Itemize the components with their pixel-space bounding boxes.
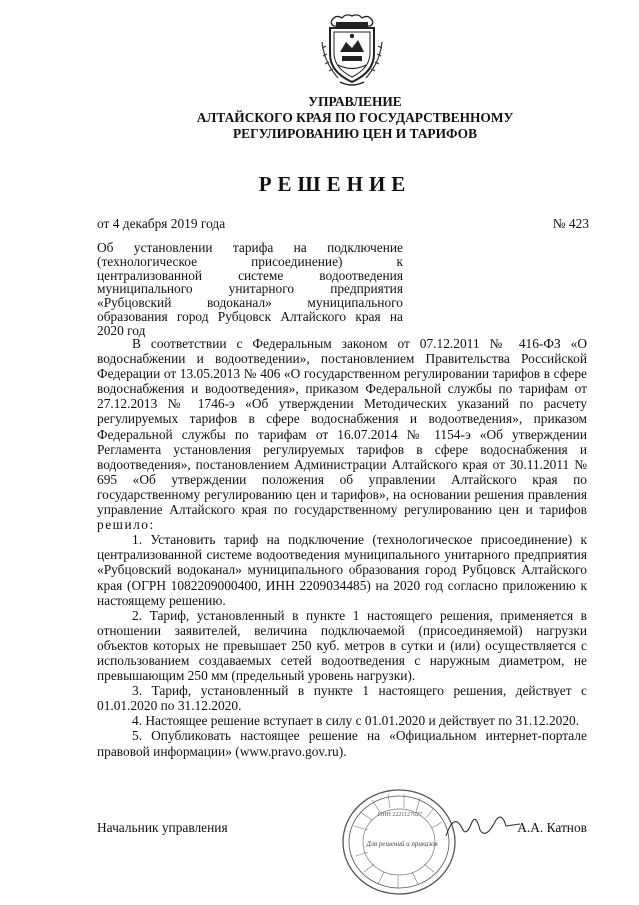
- signer-title: Начальник управления: [97, 820, 228, 835]
- document-subject: Об установлении тарифа на подключение (технологическое присоединение) к централизованной системе водоотведения муниципального унитарного предприятия «Рубцовский водоканал» муниципального образования город Рубцовск Алтайского края на 2020 год: [97, 240, 403, 338]
- seal-label: Для решений и приказов: [366, 840, 438, 848]
- item-2: 2. Тариф, установленный в пункте 1 настоящего решения, применяется в отношении заявителей, величина подключаемой (присоединяемой) нагрузки объектов которых не превышает 250 куб. метров в сутки и (или) осуществляется с использованием создаваемых сетей водоотведения с наружным диаметром, не превышающим 250 мм (предельный уровень нагрузки).: [97, 607, 587, 684]
- preamble-text: В соответствии с Федеральным законом от 07.12.2011 № 416-ФЗ «О водоснабжении и водоотведении», постановлением Правительства Российской Федерации от 13.05.2013 № 406 «О государственном регулировании тарифов в сфере водоснабжения и водоотведения», приказом Федеральной службы по тарифам от 27.12.2013 № 1746-э «Об утверждении Методических указаний по расчету регулируемых тарифов в сфере водоснабжения и водоотведения», приказом Федеральной службы по тарифам от 16.07.2014 № 1154-э «Об утверждении Регламента установления регулируемых тарифов в сфере водоснабжения и водоотведения», постановлением Администрации Алтайского края от 30.11.2011 № 695 «Об утверждении положения об управлении Алтайского края по государственному регулированию цен и тарифов», на основании решения правления управление Алтайского края по государственному регулированию цен и тарифов: [97, 336, 587, 518]
- agency-name: [170, 94, 540, 142]
- item-5: 5. Опубликовать настоящее решение на «Официальном интернет-портале правовой информации» (www.pravo.gov.ru).: [97, 728, 587, 759]
- signer-name: А.А. Катнов: [517, 820, 587, 835]
- item-4: 4. Настоящее решение вступает в силу с 01.01.2020 и действует по 31.12.2020.: [132, 713, 580, 729]
- preamble-paragraph: [97, 336, 587, 532]
- item-3: 3. Тариф, установленный в пункте 1 настоящего решения, действует с 01.01.2020 по 31.12.2020.: [97, 683, 587, 714]
- seal-number: ИНН 2221127627: [377, 812, 423, 818]
- item-1: 1. Установить тариф на подключение (технологическое присоединение) к централизованной системе водоотведения муниципального унитарного предприятия «Рубцовский водоканал» муниципального образования город Рубцовск Алтайского края (ОГРН 1082209000400, ИНН 2209034485) на 2020 год согласно приложению к настоящему решению.: [97, 532, 587, 608]
- document-type-title: РЕШЕНИЕ: [258, 172, 412, 196]
- agency-line-2: АЛТАЙСКОГО КРАЯ ПО ГОСУДАРСТВЕННОМУ: [196, 110, 514, 125]
- agency-line-3: РЕГУЛИРОВАНИЮ ЦЕН И ТАРИФОВ: [232, 126, 478, 141]
- document-number: № 423: [552, 216, 589, 231]
- resolved-word: решило:: [97, 517, 155, 533]
- coat-of-arms-icon: [318, 12, 386, 88]
- agency-line-1: УПРАВЛЕНИЕ: [308, 94, 402, 109]
- document-date: от 4 декабря 2019 года: [97, 216, 226, 231]
- document-body: [97, 336, 587, 759]
